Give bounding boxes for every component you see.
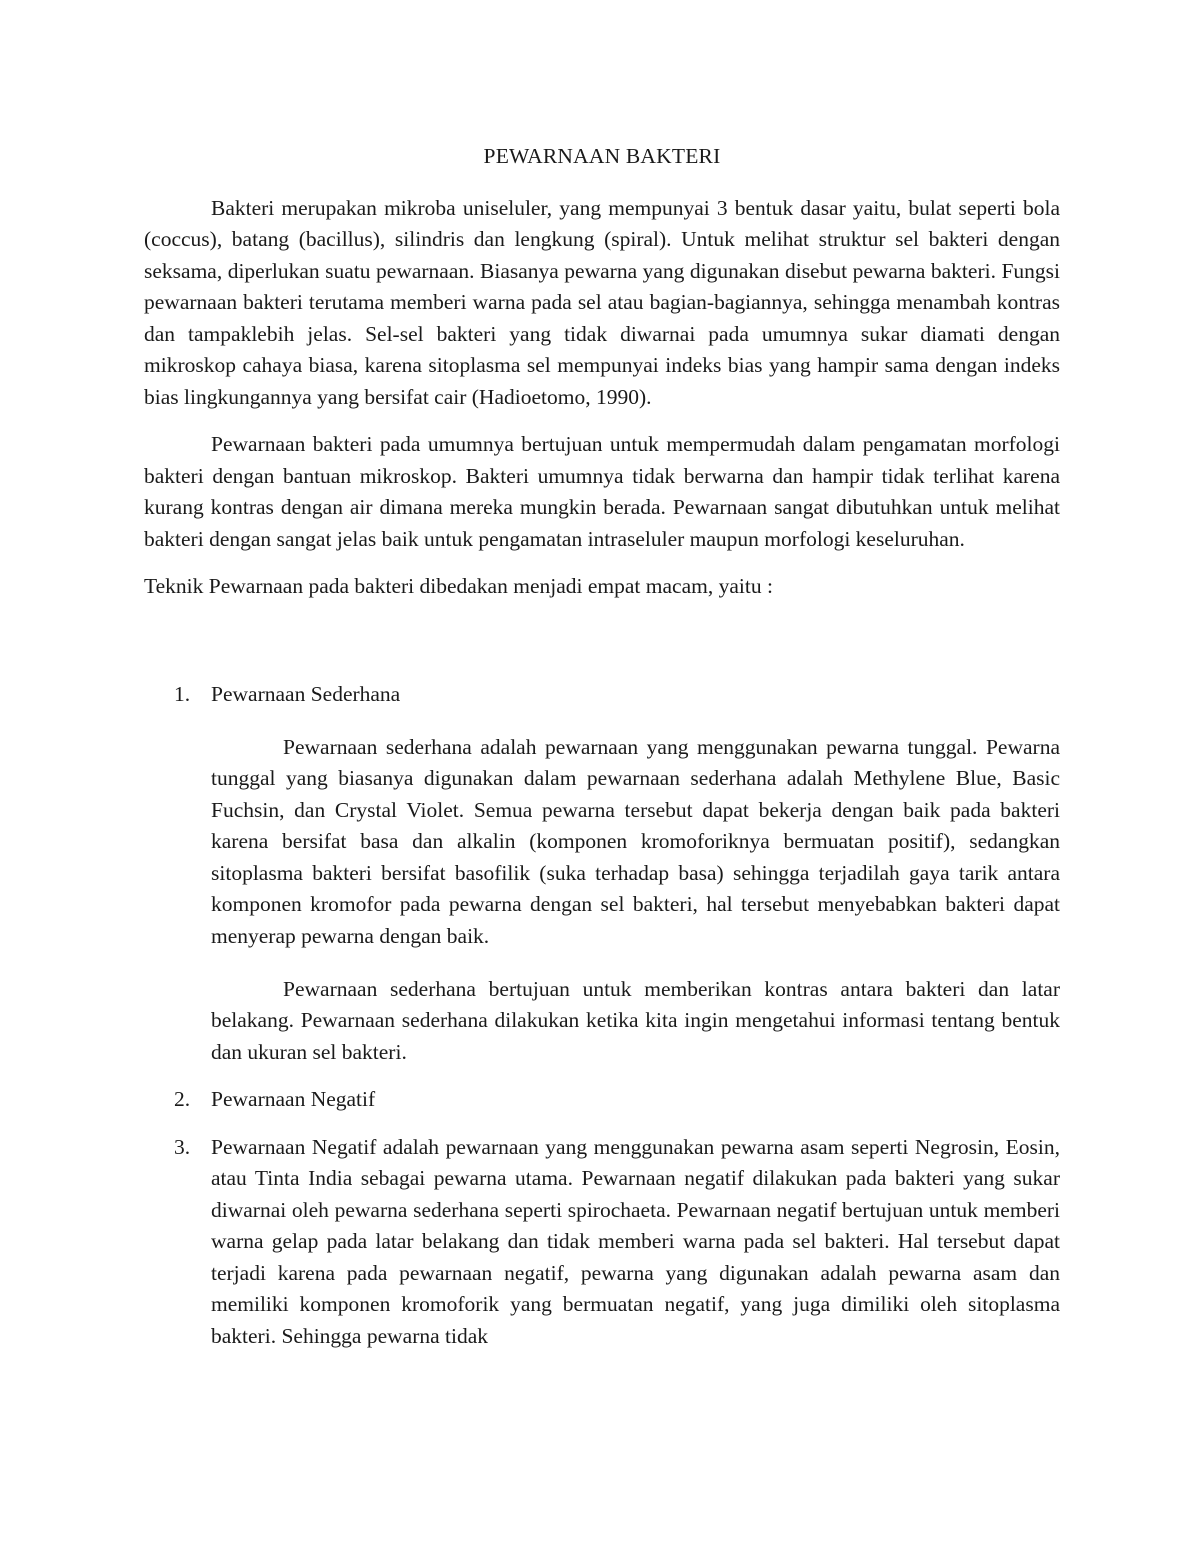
list-number: 1. [174, 681, 191, 706]
list-item-3 [144, 1132, 1060, 1353]
paragraph-purpose: Pewarnaan bakteri pada umumnya bertujuan untuk mempermudah dalam pengamatan morfologi bakteri dengan bantuan mikroskop. Bakteri umumnya tidak berwarna dan hampir tidak terlihat karena kurang kontras dengan air dimana mereka mungkin berada. Pewarnaan sangat dibutuhkan untuk melihat bakteri dengan sangat jelas baik untuk pengamatan intraseluler maupun morfologi keseluruhan. [144, 432, 1060, 551]
document-title: PEWARNAAN BAKTERI [483, 144, 721, 168]
list-heading: Pewarnaan Sederhana [211, 681, 401, 706]
list-number: 3. [174, 1134, 191, 1159]
list-item-1 [144, 679, 1060, 711]
paragraph-intro: Bakteri merupakan mikroba uniseluler, yang mempunyai 3 bentuk dasar yaitu, bulat seperti bola (coccus), batang (bacillus), silindris dan lengkung (spiral). Untuk melihat struktur sel bakteri dengan seksama, diperlukan suatu pewarnaan. Biasanya pewarna yang digunakan disebut pewarna bakteri. Fungsi pewarnaan bakteri terutama memberi warna pada sel atau bagian-bagiannya, sehingga menambah kontras dan tampaklebih jelas. Sel-sel bakteri yang tidak diwarnai pada umumnya sukar diamati dengan mikroskop cahaya biasa, karena sitoplasma sel mempunyai indeks bias yang hampir sama dengan indeks bias lingkungannya yang bersifat cair (Hadioetomo, 1990). [144, 195, 1060, 409]
list-body-text: Pewarnaan Negatif adalah pewarnaan yang menggunakan pewarna asam seperti Negrosin, Eosin, atau Tinta India sebagai pewarna utama. Pewarnaan negatif dilakukan pada bakteri yang sukar diwarnai oleh pewarna sederhana seperti spirochaeta. Pewarnaan negatif bertujuan untuk memberi warna gelap pada latar belakang dan tidak memberi warna pada sel bakteri. Hal tersebut dapat terjadi karena pada pewarnaan negatif, pewarna yang digunakan adalah pewarna asam dan memiliki komponen kromoforik yang bermuatan negatif, yang juga dimiliki oleh sitoplasma bakteri. Sehingga pewarna tidak [211, 1134, 1060, 1348]
list-item-2 [144, 1084, 1060, 1116]
simple-stain-paragraph-2: Pewarnaan sederhana bertujuan untuk memberikan kontras antara bakteri dan latar belakang. Pewarnaan sederhana dilakukan ketika kita ingin mengetahui informasi tentang bentuk dan ukuran sel bakteri. [211, 976, 1060, 1064]
spacer [144, 619, 1060, 679]
list-heading: Pewarnaan Negatif [211, 1087, 376, 1111]
document-page [144, 141, 1060, 1368]
simple-stain-paragraph-1: Pewarnaan sederhana adalah pewarnaan yang menggunakan pewarna tunggal. Pewarna tunggal yang biasanya digunakan dalam pewarnaan sederhana adalah Methylene Blue, Basic Fuchsin, dan Crystal Violet. Semua pewarna tersebut dapat bekerja dengan baik pada bakteri karena bersifat basa dan alkalin (komponen kromoforiknya bermuatan positif), sedangkan sitoplasma bakteri bersifat basofilik (suka terhadap basa) sehingga terjadilah gaya tarik antara komponen kromofor pada pewarna dengan sel bakteri, hal tersebut menyebabkan bakteri dapat menyerap pewarna dengan baik. [211, 734, 1060, 948]
list-number: 2. [174, 1087, 191, 1111]
techniques-intro: Teknik Pewarnaan pada bakteri dibedakan menjadi empat macam, yaitu : [144, 574, 773, 598]
